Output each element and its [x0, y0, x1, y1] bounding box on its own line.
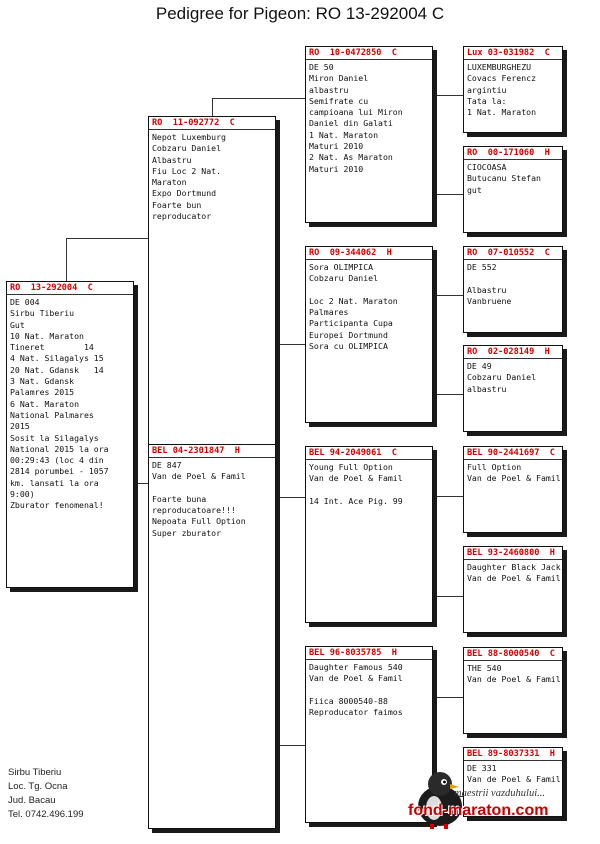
card-line: DE 552 [467, 262, 497, 272]
card-details [10, 297, 130, 512]
card-line: 1 Nat. Maraton [309, 129, 379, 140]
card-line: THE 540 [467, 663, 502, 673]
card-line: 14 Int. Ace Pig. 99 [309, 495, 403, 506]
card-line: 9:00) [10, 489, 35, 500]
pedigree-card-sss [463, 46, 563, 133]
card-line: Sora cu OLIMPICA [309, 341, 388, 352]
owner-phone: Tel. 0742.496.199 [8, 809, 84, 820]
card-line: Butucanu Stefan [467, 173, 541, 184]
card-line: Daughter Black Jack [467, 562, 561, 572]
card-line: 00:29:43 (loc 4 din [10, 455, 104, 466]
owner-info [8, 766, 84, 822]
card-line: Cobzaru Daniel [152, 143, 222, 154]
card-line: National Palmares [10, 409, 94, 420]
card-line: Sirbu Tiberiu [10, 308, 75, 319]
card-line: Loc 2 Nat. Maraton [309, 295, 398, 306]
pedigree-card-dss [463, 446, 563, 533]
card-line: Palmares [309, 307, 349, 318]
card-line: Daniel din Galati [309, 118, 393, 129]
ring-number: BEL 93-2460800 H [464, 547, 562, 560]
card-line: Full Option [467, 462, 522, 472]
ring-number: RO 09-344062 H [306, 247, 432, 260]
card-line: Semifrate cu [309, 95, 369, 106]
ring-number: BEL 88-8000540 C [464, 648, 562, 661]
card-line: Super zburator [152, 527, 222, 538]
pedigree-card-dam-sire [305, 446, 433, 623]
card-details [467, 361, 559, 395]
owner-name: Sirbu Tiberiu [8, 767, 62, 778]
card-line: Zburator fenomenal! [10, 500, 104, 511]
card-line: Expo Dortmund [152, 188, 217, 199]
card-line: Maraton [152, 177, 187, 188]
card-line: 2814 porumbei - 1057 [10, 466, 109, 477]
card-line: 6 Nat. Maraton [10, 398, 80, 409]
card-line: Covacs Ferencz [467, 73, 537, 84]
card-details [467, 462, 559, 485]
ring-number: BEL 90-2441697 C [464, 447, 562, 460]
owner-county: Jud. Bacau [8, 795, 56, 806]
card-line: Sora OLIMPICA [309, 262, 374, 272]
card-line: Miron Daniel [309, 73, 369, 84]
card-details [309, 662, 429, 718]
pedigree-card-dsd [463, 546, 563, 633]
card-line: Nepoata Full Option [152, 516, 246, 527]
card-line: reproducator [152, 211, 212, 222]
card-line: 1 Nat. Maraton [467, 107, 537, 118]
card-line: Palamres 2015 [10, 387, 75, 398]
card-line: Tineret 14 [10, 342, 94, 353]
card-line: Fiu Loc 2 Nat. [152, 165, 222, 176]
card-line: albastru [467, 383, 507, 394]
ring-number: RO 02-028149 H [464, 346, 562, 359]
card-line: Participanta Cupa [309, 318, 393, 329]
pedigree-card-sds [463, 246, 563, 333]
card-line: Sosit la Silagalys [10, 432, 99, 443]
card-line: Van de Poel & Famil [467, 674, 561, 685]
card-line: National 2015 la ora [10, 443, 109, 454]
card-line: Cobzaru Daniel [309, 273, 379, 284]
ring-number: RO 10-0472850 C [306, 47, 432, 60]
card-details [467, 162, 559, 196]
pedigree-card-sdd [463, 345, 563, 432]
card-line: Van de Poel & Famil [309, 473, 403, 484]
ring-number: RO 00-171060 H [464, 147, 562, 160]
card-line: argintiu [467, 84, 507, 95]
ring-number: RO 07-010552 C [464, 247, 562, 260]
card-line: DE 49 [467, 361, 492, 371]
card-line: Maturi 2010 [309, 163, 364, 174]
card-line: DE 004 [10, 297, 40, 307]
logo-site-name: fond-maraton.com [408, 802, 549, 819]
card-line: km. lansati la ora [10, 477, 99, 488]
card-line: 10 Nat. Maraton [10, 330, 84, 341]
card-line: Gut [10, 319, 25, 330]
card-line: Van de Poel & Famil [467, 774, 561, 785]
pigeon-mascot-icon [410, 768, 470, 830]
card-details [309, 462, 429, 507]
card-line: DE 331 [467, 763, 497, 773]
card-line: DE 50 [309, 62, 334, 72]
site-logo [404, 768, 594, 840]
card-line: 4 Nat. Silagalys 15 [10, 353, 104, 364]
pedigree-card-main [6, 281, 134, 588]
pedigree-card-sire-sire [305, 46, 433, 223]
card-line: CIOCOASA [467, 162, 507, 172]
card-line: Maturi 2010 [309, 141, 364, 152]
card-line: albastru [309, 84, 349, 95]
card-line: Foarte buna [152, 493, 207, 504]
card-line: Daughter Famous 540 [309, 662, 403, 672]
card-details [467, 562, 559, 585]
card-line: Vanbruene [467, 295, 512, 306]
card-line: Foarte bun [152, 199, 202, 210]
card-details [467, 663, 559, 686]
card-line: Albastru [467, 284, 507, 295]
pedigree-card-dds [463, 647, 563, 734]
card-details [309, 262, 429, 352]
card-line: LUXEMBURGHEZU [467, 62, 532, 72]
ring-number: Lux 03-031982 C [464, 47, 562, 60]
ring-number: RO 11-092772 C [149, 117, 275, 130]
card-line [467, 273, 559, 284]
card-line: Fiica 8000540-88 [309, 695, 388, 706]
card-line: Albastru [152, 154, 192, 165]
card-line [309, 285, 429, 296]
card-line [152, 483, 272, 494]
card-line: 20 Nat. Gdansk 14 [10, 364, 104, 375]
card-details [152, 460, 272, 539]
card-line: DE 847 [152, 460, 182, 470]
ring-number: BEL 04-2301847 H [149, 445, 275, 458]
card-line: Young Full Option [309, 462, 393, 472]
card-line: Europei Dortmund [309, 329, 388, 340]
page-title: Pedigree for Pigeon: RO 13-292004 C [155, 4, 445, 23]
ring-number: BEL 96-8035785 H [306, 647, 432, 660]
card-line: Nepot Luxemburg [152, 132, 226, 142]
pedigree-card-ssd [463, 146, 563, 233]
card-line: gut [467, 184, 482, 195]
card-details [467, 62, 559, 118]
card-line: Cobzaru Daniel [467, 372, 537, 383]
card-details [467, 262, 559, 307]
pedigree-card-sire-dam [305, 246, 433, 423]
card-details [152, 132, 272, 222]
card-line: Van de Poel & Famil [152, 471, 246, 482]
card-line: Van de Poel & Famil [467, 473, 561, 484]
card-line: Van de Poel & Famil [467, 573, 561, 584]
card-line [309, 685, 429, 696]
ring-number: RO 13-292004 C [7, 282, 133, 295]
owner-locality: Loc. Tg. Ocna [8, 781, 68, 792]
pedigree-card-dam [148, 444, 276, 829]
card-line: Van de Poel & Famil [309, 673, 403, 684]
ring-number: BEL 94-2049061 C [306, 447, 432, 460]
card-line: 2 Nat. As Maraton [309, 152, 393, 163]
card-line: campioana lui Miron [309, 107, 403, 118]
logo-tagline: maestrii vazduhului... [454, 788, 545, 799]
pedigree-card-sire [148, 116, 276, 446]
card-line [309, 485, 429, 496]
card-line: reproducatoare!!! [152, 505, 236, 516]
card-line: Tata la: [467, 95, 507, 106]
card-details [309, 62, 429, 175]
card-line: 2015 [10, 421, 30, 432]
ring-number: BEL 89-8037331 H [464, 748, 562, 761]
card-line: 3 Nat. Gdansk [10, 376, 75, 387]
card-line: Reproducator faimos [309, 707, 403, 718]
